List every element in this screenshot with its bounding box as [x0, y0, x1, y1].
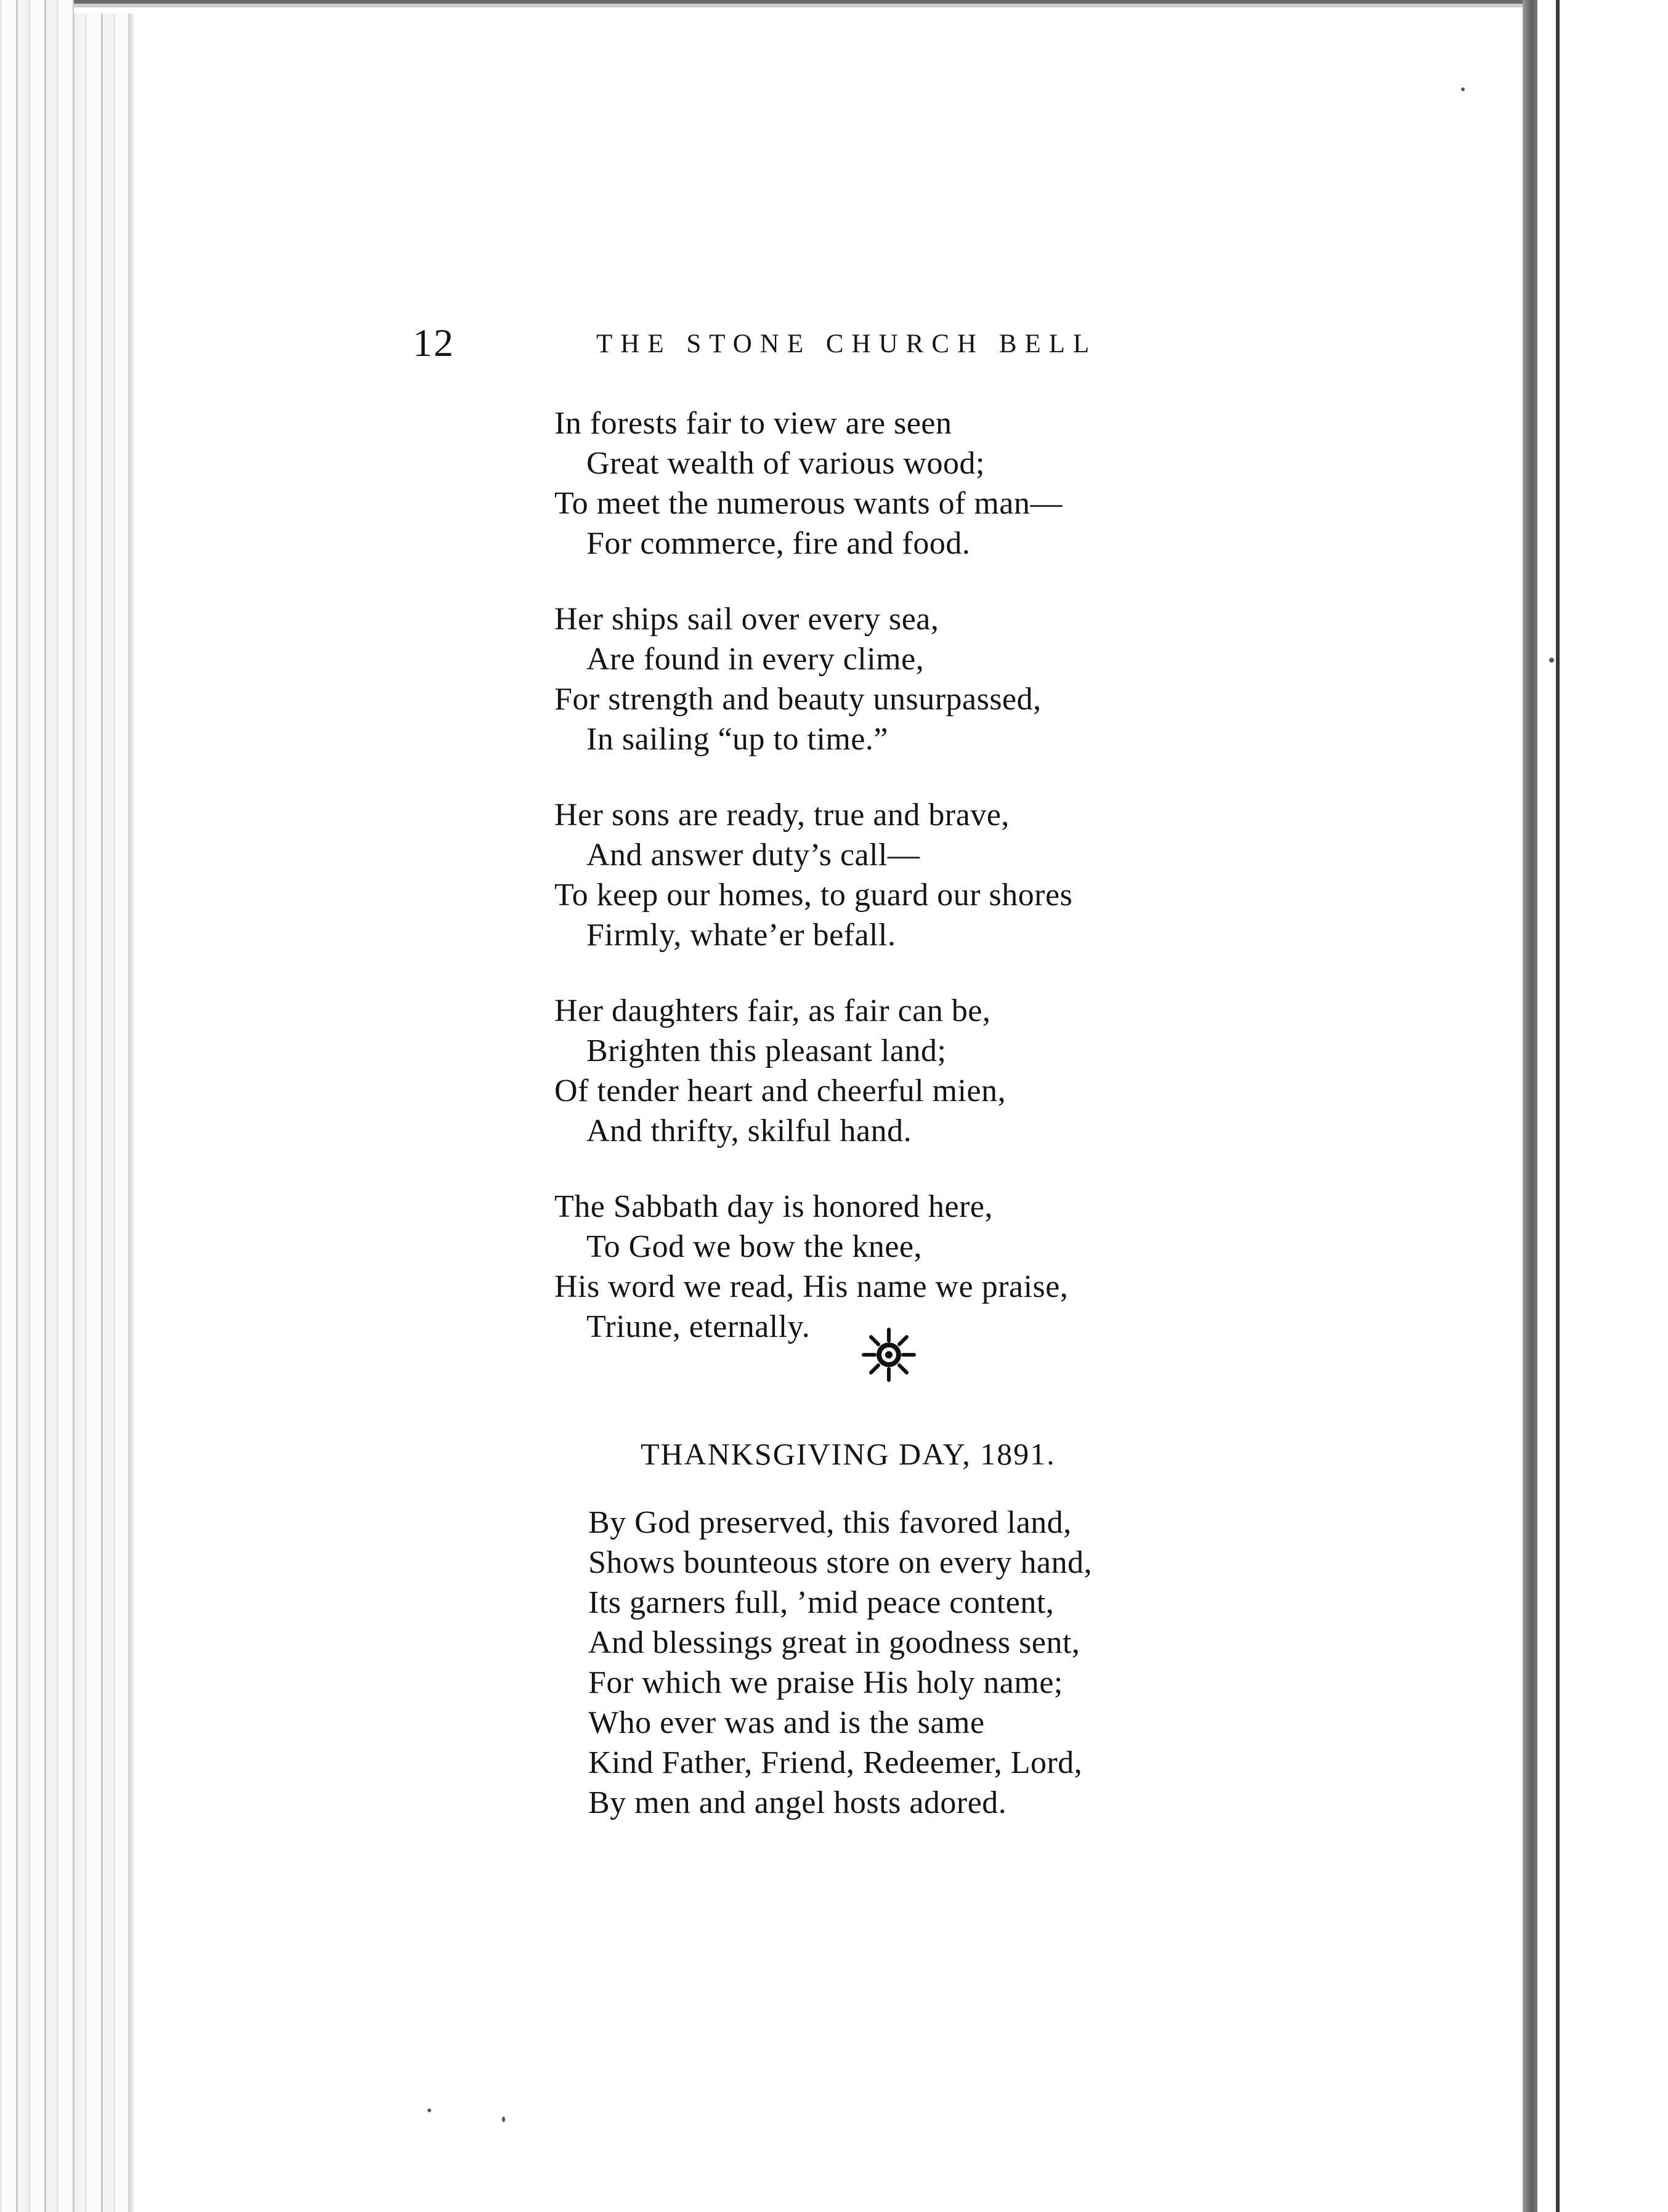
paper-speck — [502, 2117, 505, 2122]
poem-line: By God preserved, this favored land, — [588, 1505, 1072, 1540]
poem-line: And answer duty’s call— — [586, 838, 920, 873]
poem-line: The Sabbath day is honored here, — [554, 1189, 994, 1224]
poem-line: Its garners full, ’mid peace content, — [588, 1585, 1055, 1620]
poem-line: Her ships sail over every sea, — [554, 602, 939, 637]
poem-line: Are found in every clime, — [586, 642, 925, 677]
poem-line: By men and angel hosts adored. — [588, 1785, 1007, 1820]
sunburst-ornament-icon — [861, 1327, 917, 1383]
paper-speck — [1549, 658, 1554, 663]
poem-line: Firmly, whate’er befall. — [586, 918, 896, 953]
poem-line: Kind Father, Friend, Redeemer, Lord, — [588, 1745, 1083, 1780]
paper-speck — [427, 2109, 431, 2112]
thanksgiving-poem — [588, 1503, 1512, 1823]
poem-line: To God we bow the knee, — [586, 1229, 923, 1264]
poem-line: For strength and beauty unsurpassed, — [554, 682, 1042, 717]
poem-line: Her daughters fair, as fair can be, — [554, 993, 991, 1028]
poem-line: Who ever was and is the same — [588, 1705, 985, 1740]
poem-line: And thrifty, skilful hand. — [586, 1113, 912, 1148]
stanza — [554, 403, 1478, 563]
running-head: THE STONE CHURCH BELL — [596, 329, 1098, 358]
stanza — [554, 1187, 1478, 1347]
poem-title: THANKSGIVING DAY, 1891. — [641, 1437, 1056, 1471]
poem-line: To meet the numerous wants of man— — [554, 486, 1063, 521]
poem-line: His word we read, His name we praise, — [554, 1269, 1069, 1304]
poem-line: In forests fair to view are seen — [554, 406, 952, 441]
poem-line: Great wealth of various wood; — [586, 446, 985, 481]
poem-line: Her sons are ready, true and brave, — [554, 797, 1010, 833]
top-page-edge — [74, 0, 1534, 14]
poem-line: Of tender heart and cheerful mien, — [554, 1073, 1006, 1108]
poem-line: Brighten this pleasant land; — [586, 1033, 947, 1068]
page-number: 12 — [413, 321, 455, 365]
poem-line: And blessings great in goodness sent, — [588, 1625, 1080, 1660]
poem-line: Shows bounteous store on every hand, — [588, 1545, 1093, 1580]
stanza — [554, 795, 1478, 955]
page-header — [0, 320, 1668, 376]
stanza — [554, 599, 1478, 759]
poem-line: For commerce, fire and food. — [586, 526, 971, 561]
poem-line: To keep our homes, to guard our shores — [554, 878, 1073, 913]
poem-line: Triune, eternally. — [586, 1309, 811, 1344]
stanza — [554, 991, 1478, 1151]
poem — [554, 403, 1478, 1383]
paper-speck — [1461, 87, 1465, 91]
poem-line: For which we praise His holy name; — [588, 1665, 1063, 1700]
poem-line: In sailing “up to time.” — [586, 722, 889, 757]
